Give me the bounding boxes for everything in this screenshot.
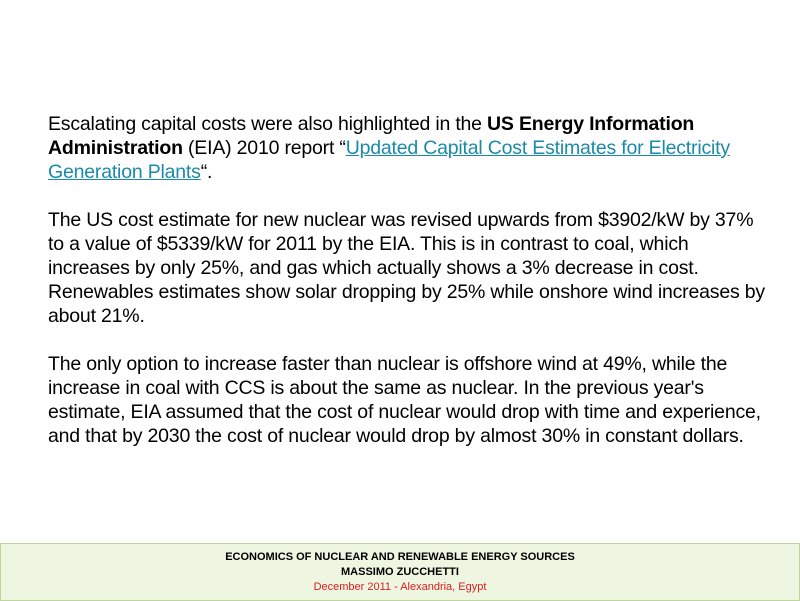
paragraph-text: “. — [200, 161, 213, 183]
paragraph-text: (EIA) 2010 report “ — [182, 137, 346, 159]
slide-footer — [0, 543, 800, 601]
footer-event: December 2011 - Alexandria, Egypt — [313, 581, 487, 593]
eia-name: US Energy Information Administration — [48, 113, 695, 159]
footer-author: MASSIMO ZUCCHETTI — [341, 566, 459, 578]
paragraph-offshore-wind: The only option to increase faster than nuclear is offshore wind at 49%, while the increase in coal with CCS is about the same as nuclear. In the previous year's estimate, EIA assumed that the cost of nuclear would drop with time and experience, and that by 2030 the cost of nuclear would drop by almost 30% in constant dollars. — [48, 353, 761, 447]
paragraph-eia-report — [48, 112, 768, 184]
report-link[interactable]: Updated Capital Cost Estimates for Electricity Generation Plants — [48, 137, 730, 183]
paragraph-cost-estimates: The US cost estimate for new nuclear was revised upwards from $3902/kW by 37% to a value of $5339/kW for 2011 by the EIA. This is in contrast to coal, which increases by only 25%, and gas which actually shows a 3% decrease in cost. Renewables estimates show solar dropping by 25% while onshore wind increases by about 21%. — [48, 209, 765, 327]
paragraph-text: Escalating capital costs were also highlighted in the — [48, 113, 488, 135]
slide-body — [48, 112, 768, 472]
footer-title: ECONOMICS OF NUCLEAR AND RENEWABLE ENERGY SOURCES — [225, 551, 575, 563]
